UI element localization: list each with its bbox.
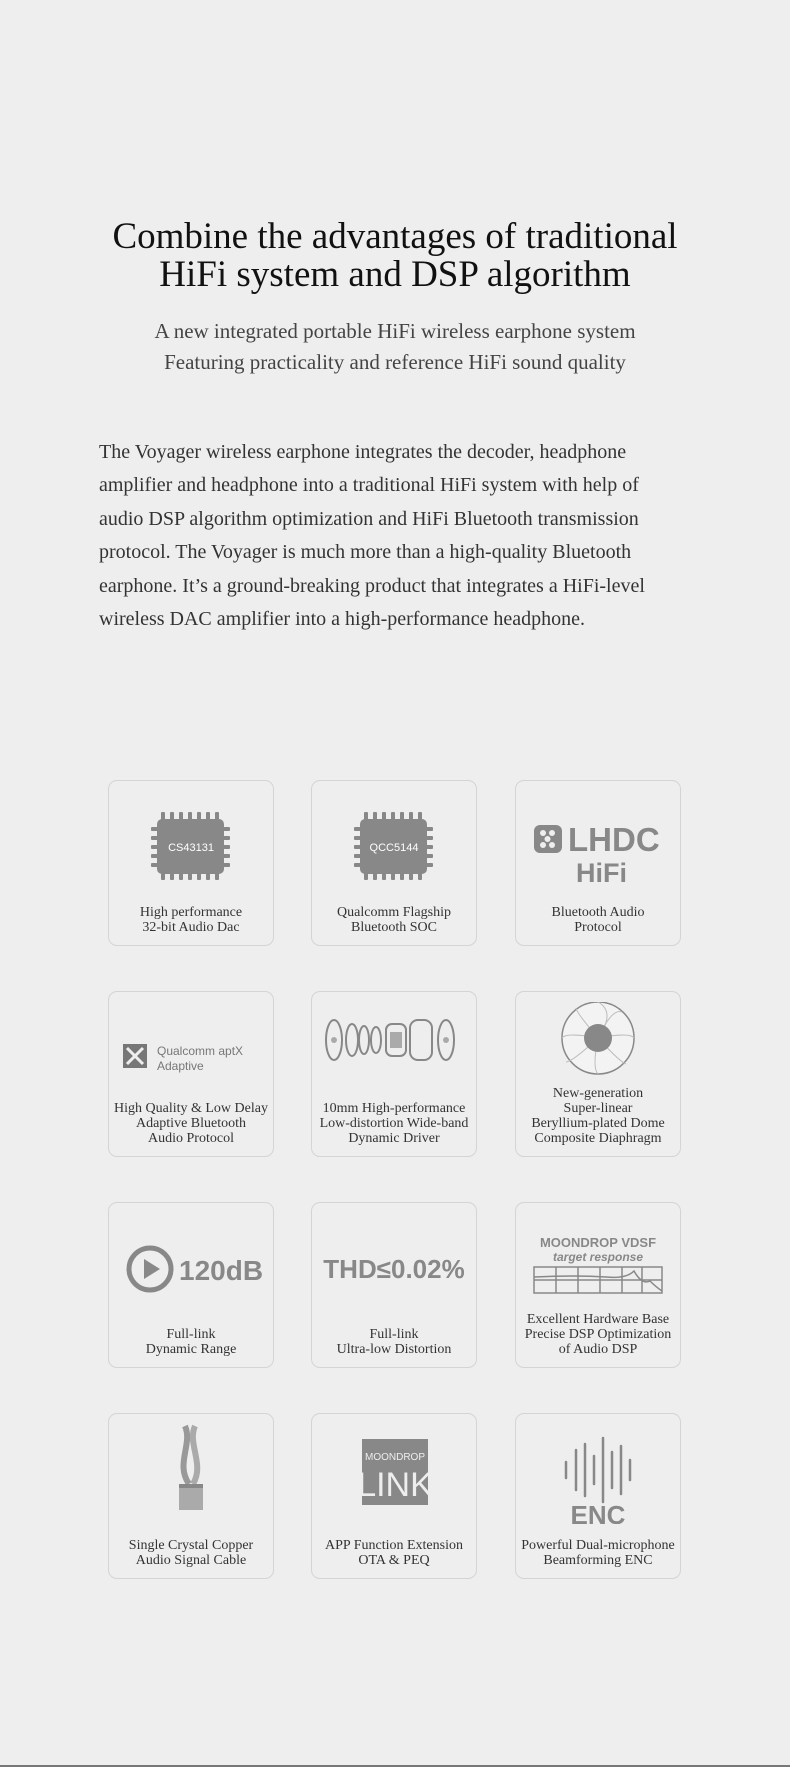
description-line: wireless DAC amplifier into a high-performance headphone. [99,608,585,631]
chip-icon [109,791,273,891]
description-line: earphone. It’s a ground-breaking product that integrates a HiFi-level [99,574,645,597]
label-line: New-generation [552,1086,644,1101]
feature-card-app [311,1413,477,1579]
feature-label [312,905,476,935]
headline-line-2: HiFi system and DSP algorithm [159,254,631,295]
feature-label [516,1086,680,1146]
headline-line-1: Combine the advantages of traditional [112,216,678,257]
description-line: protocol. The Voyager is much more than a high-quality Bluetooth [99,541,632,564]
feature-card-dsp [515,1202,681,1368]
label-line: High performance [139,905,243,920]
aptx-logo [109,1002,273,1102]
feature-card-soc [311,780,477,946]
feature-label [516,905,680,935]
description-line: The Voyager wireless earphone integrates the decoder, headphone [99,441,627,463]
play-circle-icon [109,1213,273,1313]
vdsf-curve-icon [516,1213,680,1313]
label-line: 32-bit Audio Dac [142,920,240,935]
moondrop-link-logo [312,1424,476,1524]
feature-card-enc [515,1413,681,1579]
aptx-brand: Qualcomm aptX [157,1044,244,1058]
feature-label [312,1538,476,1568]
label-line: High Quality & Low Delay [114,1101,268,1116]
label-line: Single Crystal Copper [128,1538,254,1553]
lhdc-text: LHDC [568,821,660,858]
label-line: Super-linear [563,1101,633,1116]
feature-label [516,1312,680,1357]
enc-waveform-icon [516,1424,680,1524]
label-line: Full-link [369,1327,419,1342]
feature-card-cable [108,1413,274,1579]
subheading-line-1: A new integrated portable HiFi wireless earphone system [154,319,636,343]
feature-label [109,1327,273,1357]
link-text: LINK [357,1466,433,1504]
label-line: Low-distortion Wide-band [319,1116,469,1131]
chip-icon [312,791,476,891]
label-line: APP Function Extension [325,1538,463,1553]
vdsf-title: MOONDROP VDSF [539,1235,657,1250]
feature-label [312,1327,476,1357]
dynamic-range-value: 120dB [179,1255,264,1286]
feature-card-driver [311,991,477,1157]
feature-label [109,1101,273,1146]
label-line: Audio Signal Cable [135,1553,247,1568]
feature-label [109,1538,273,1568]
chip-label: CS43131 [168,842,214,854]
label-line: Audio Protocol [148,1131,234,1146]
label-line: Composite Diaphragm [534,1131,662,1146]
label-line: Protocol [574,920,622,935]
label-line: Dynamic Range [145,1342,237,1357]
description-line: amplifier and headphone into a traditional HiFi system with help of [99,474,639,497]
label-line: 10mm High-performance [322,1101,466,1116]
feature-card-dac [108,780,274,946]
label-line: Bluetooth SOC [351,920,437,935]
moondrop-text: MOONDROP [365,1452,425,1463]
label-line: Qualcomm Flagship [337,905,451,920]
feature-card-aptx [108,991,274,1157]
hifi-text: HiFi [576,858,627,888]
feature-label [109,905,273,935]
description-line: audio DSP algorithm optimization and HiFi Bluetooth transmission [99,507,639,530]
cable-icon [109,1424,273,1524]
thd-value: THD≤0.02% [323,1254,465,1284]
label-line: Adaptive Bluetooth [135,1116,247,1131]
label-line: Ultra-low Distortion [336,1342,452,1357]
vdsf-subtitle: target response [552,1250,644,1264]
feature-card-dynamic-range [108,1202,274,1368]
label-line: Full-link [166,1327,216,1342]
aptx-adaptive: Adaptive [157,1059,204,1073]
feature-label [312,1101,476,1146]
label-line: of Audio DSP [558,1342,638,1357]
label-line: Bluetooth Audio [551,905,645,920]
feature-card-diaphragm [515,991,681,1157]
driver-exploded-icon [312,1002,476,1102]
label-line: Beamforming ENC [543,1553,653,1568]
chip-label: QCC5144 [369,842,419,854]
enc-text: ENC [570,1500,626,1524]
label-line: Beryllium-plated Dome [531,1116,665,1131]
thd-icon [312,1213,476,1313]
label-line: Precise DSP Optimization [524,1327,672,1342]
label-line: Powerful Dual-microphone [521,1538,675,1553]
lhdc-logo [516,791,680,891]
feature-card-thd [311,1202,477,1368]
label-line: Excellent Hardware Base [526,1312,670,1327]
subheading-line-2: Featuring practicality and reference HiFi sound quality [164,350,626,374]
feature-label [516,1538,680,1568]
label-line: Dynamic Driver [348,1131,440,1146]
label-line: OTA & PEQ [358,1553,430,1568]
feature-card-lhdc [515,780,681,946]
